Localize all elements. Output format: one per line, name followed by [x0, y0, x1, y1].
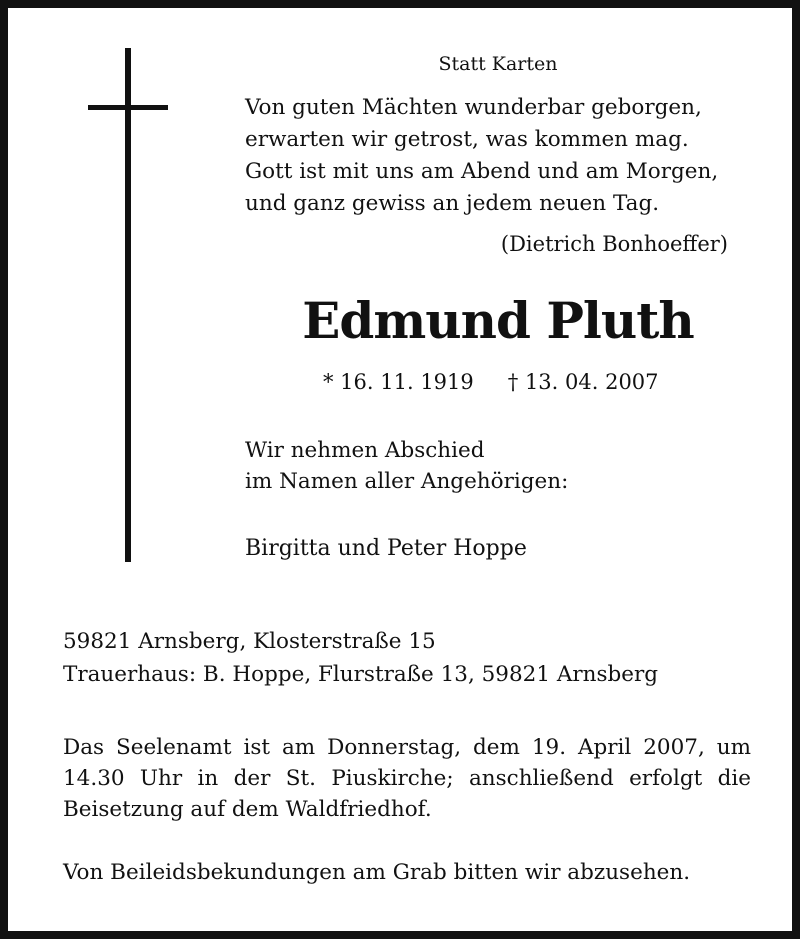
poem-line: erwarten wir getrost, was kommen mag.: [245, 127, 689, 152]
poem-line: und ganz gewiss an jedem neuen Tag.: [245, 191, 660, 216]
closing-note: Von Beileidsbekundungen am Grab bitten wir abzusehen.: [63, 860, 691, 885]
statt-karten-header: Statt Karten: [438, 53, 558, 75]
service-line: 14.30 Uhr in der St. Piuskirche; anschließend erfolgt die: [63, 766, 751, 791]
address-block: [63, 625, 763, 691]
service-line: Beisetzung auf dem Waldfriedhof.: [63, 797, 432, 822]
poem-line: Von guten Mächten wunderbar geborgen,: [245, 95, 702, 120]
service-line: Das Seelenamt ist am Donnerstag, dem 19. April 2007, um: [63, 735, 751, 760]
poem-author: (Dietrich Bonhoeffer): [500, 232, 728, 256]
poem-line: Gott ist mit uns am Abend und am Morgen,: [245, 159, 719, 184]
death-date: † 13. 04. 2007: [507, 370, 659, 394]
service-info: [63, 732, 751, 825]
birth-date: * 16. 11. 1919: [323, 370, 474, 394]
cross-horizontal-bar: [88, 105, 168, 110]
farewell-text: [245, 435, 765, 497]
farewell-line: Wir nehmen Abschied: [245, 438, 485, 463]
poem-verse: [245, 92, 765, 220]
address-line: 59821 Arnsberg, Klosterstraße 15: [63, 629, 436, 654]
farewell-line: im Namen aller Angehörigen:: [245, 469, 569, 494]
cross-symbol-icon: [88, 48, 168, 562]
deceased-name: Edmund Pluth: [302, 291, 694, 350]
signers: Birgitta und Peter Hoppe: [245, 536, 527, 561]
cross-vertical-bar: [125, 48, 131, 562]
life-dates: [323, 370, 723, 394]
address-line: Trauerhaus: B. Hoppe, Flurstraße 13, 59821 Arnsberg: [63, 662, 659, 687]
